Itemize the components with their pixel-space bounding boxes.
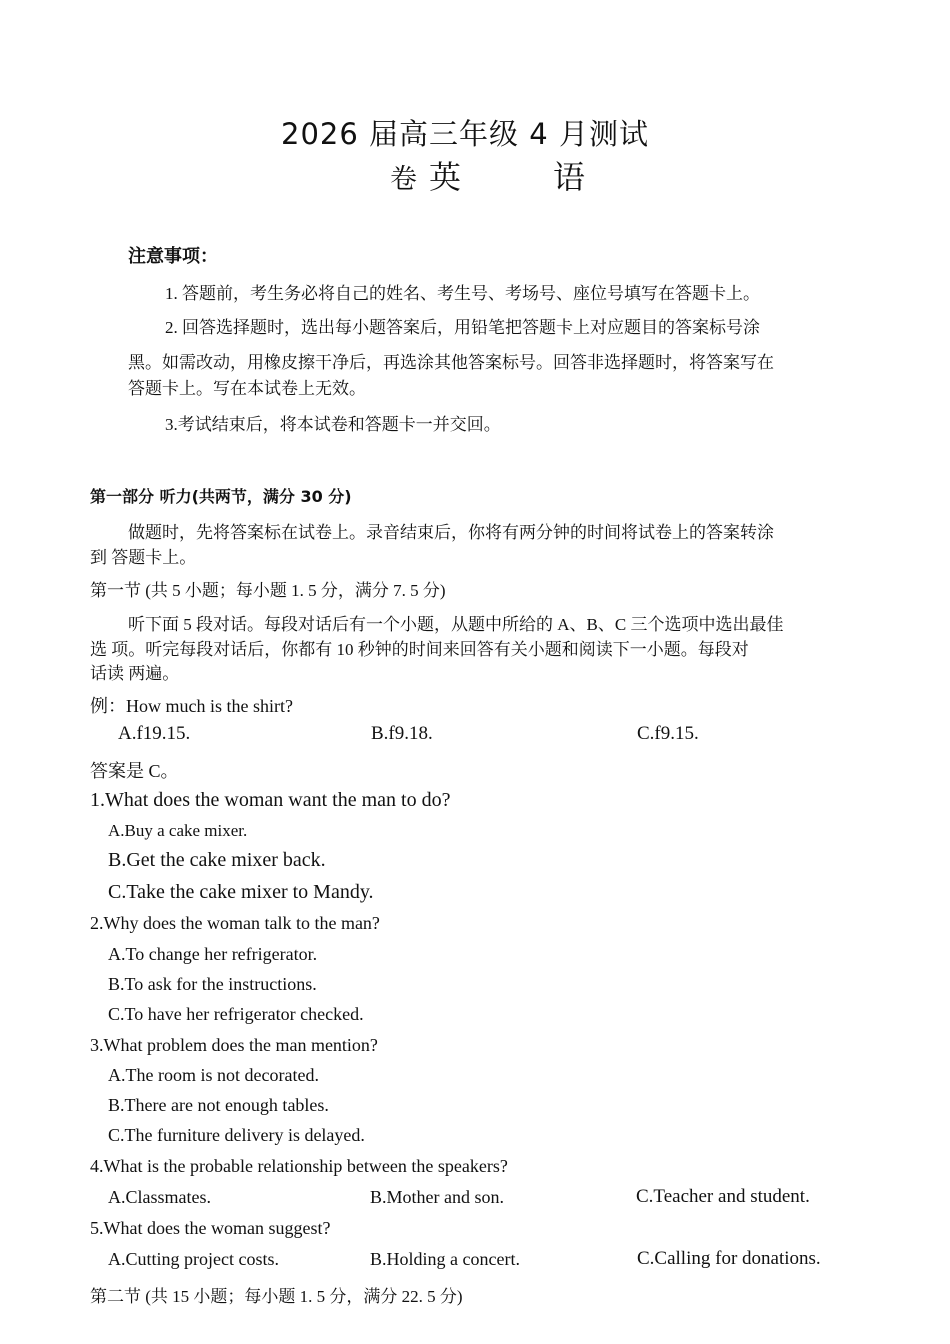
question-3: 3.What problem does the man mention? bbox=[90, 1035, 378, 1055]
question-4-option-b: B.Mother and son. bbox=[370, 1187, 504, 1207]
notice-item-2-line-1: 2. 回答选择题时，选出每小题答案后，用铅笔把答题卡上对应题目的答案标号涂 bbox=[165, 318, 760, 337]
example-option-b: B.f9.18. bbox=[371, 723, 433, 744]
question-5-option-c: C.Calling for donations. bbox=[637, 1248, 821, 1269]
question-4-option-a: A.Classmates. bbox=[108, 1187, 211, 1207]
exam-subject bbox=[390, 152, 585, 198]
notice-heading: 注意事项： bbox=[128, 246, 218, 267]
question-4: 4.What is the probable relationship between the speakers? bbox=[90, 1156, 508, 1176]
question-2-option-b: B.To ask for the instructions. bbox=[108, 974, 317, 994]
notice-item-3: 3.考试结束后，将本试卷和答题卡一并交回。 bbox=[165, 415, 501, 434]
question-1-option-c: C.Take the cake mixer to Mandy. bbox=[108, 881, 374, 903]
section1-heading: 第一节 (共 5 小题；每小题 1. 5 分，满分 7. 5 分) bbox=[90, 581, 446, 600]
section2-heading: 第二节 (共 15 小题；每小题 1. 5 分，满分 22. 5 分) bbox=[90, 1287, 463, 1306]
part1-intro-line-1: 做题时，先将答案标在试卷上。录音结束后，你将有两分钟的时间将试卷上的答案转涂 bbox=[128, 523, 774, 542]
subject-char-2: 英 bbox=[429, 158, 462, 196]
example-option-a: A.f19.15. bbox=[118, 723, 191, 744]
question-5-option-a: A.Cutting project costs. bbox=[108, 1249, 279, 1269]
question-2-option-c: C.To have her refrigerator checked. bbox=[108, 1004, 364, 1024]
question-1-option-a: A.Buy a cake mixer. bbox=[108, 821, 248, 840]
part1-intro-line-2: 到 答题卡上。 bbox=[90, 548, 197, 567]
question-2: 2.Why does the woman talk to the man? bbox=[90, 913, 380, 933]
example-question: 例：How much is the shirt? bbox=[90, 696, 293, 716]
question-3-option-a: A.The room is not decorated. bbox=[108, 1065, 319, 1085]
question-2-option-a: A.To change her refrigerator. bbox=[108, 944, 318, 964]
section1-intro-line-1: 听下面 5 段对话。每段对话后有一个小题，从题中所给的 A、B、C 三个选项中选出最佳 bbox=[128, 615, 784, 634]
question-1: 1.What does the woman want the man to do? bbox=[90, 789, 451, 811]
section1-intro-line-2: 选 项。听完每段对话后，你都有 10 秒钟的时间来回答有关小题和阅读下一小题。每段对 bbox=[90, 640, 749, 659]
notice-item-2-line-2: 黑。如需改动，用橡皮擦干净后，再选涂其他答案标号。回答非选择题时，将答案写在 bbox=[128, 353, 774, 372]
question-5-option-b: B.Holding a concert. bbox=[370, 1249, 520, 1269]
exam-title: 2026 届高三年级 4 月测试 bbox=[281, 117, 649, 151]
question-1-option-b: B.Get the cake mixer back. bbox=[108, 849, 326, 871]
question-3-option-c: C.The furniture delivery is delayed. bbox=[108, 1125, 365, 1145]
question-4-option-c: C.Teacher and student. bbox=[636, 1186, 810, 1207]
part1-heading: 第一部分 听力(共两节，满分 30 分) bbox=[90, 487, 352, 506]
question-5: 5.What does the woman suggest? bbox=[90, 1218, 331, 1238]
example-option-c: C.f9.15. bbox=[637, 723, 699, 744]
subject-char-3: 语 bbox=[553, 158, 586, 196]
notice-item-2-line-3: 答题卡上。写在本试卷上无效。 bbox=[128, 379, 366, 398]
section1-intro-line-3: 话读 两遍。 bbox=[90, 664, 180, 683]
notice-item-1: 1. 答题前，考生务必将自己的姓名、考生号、考场号、座位号填写在答题卡上。 bbox=[165, 284, 760, 303]
example-answer: 答案是 C。 bbox=[90, 761, 179, 781]
subject-char-1: 卷 bbox=[390, 164, 417, 195]
question-3-option-b: B.There are not enough tables. bbox=[108, 1095, 329, 1115]
